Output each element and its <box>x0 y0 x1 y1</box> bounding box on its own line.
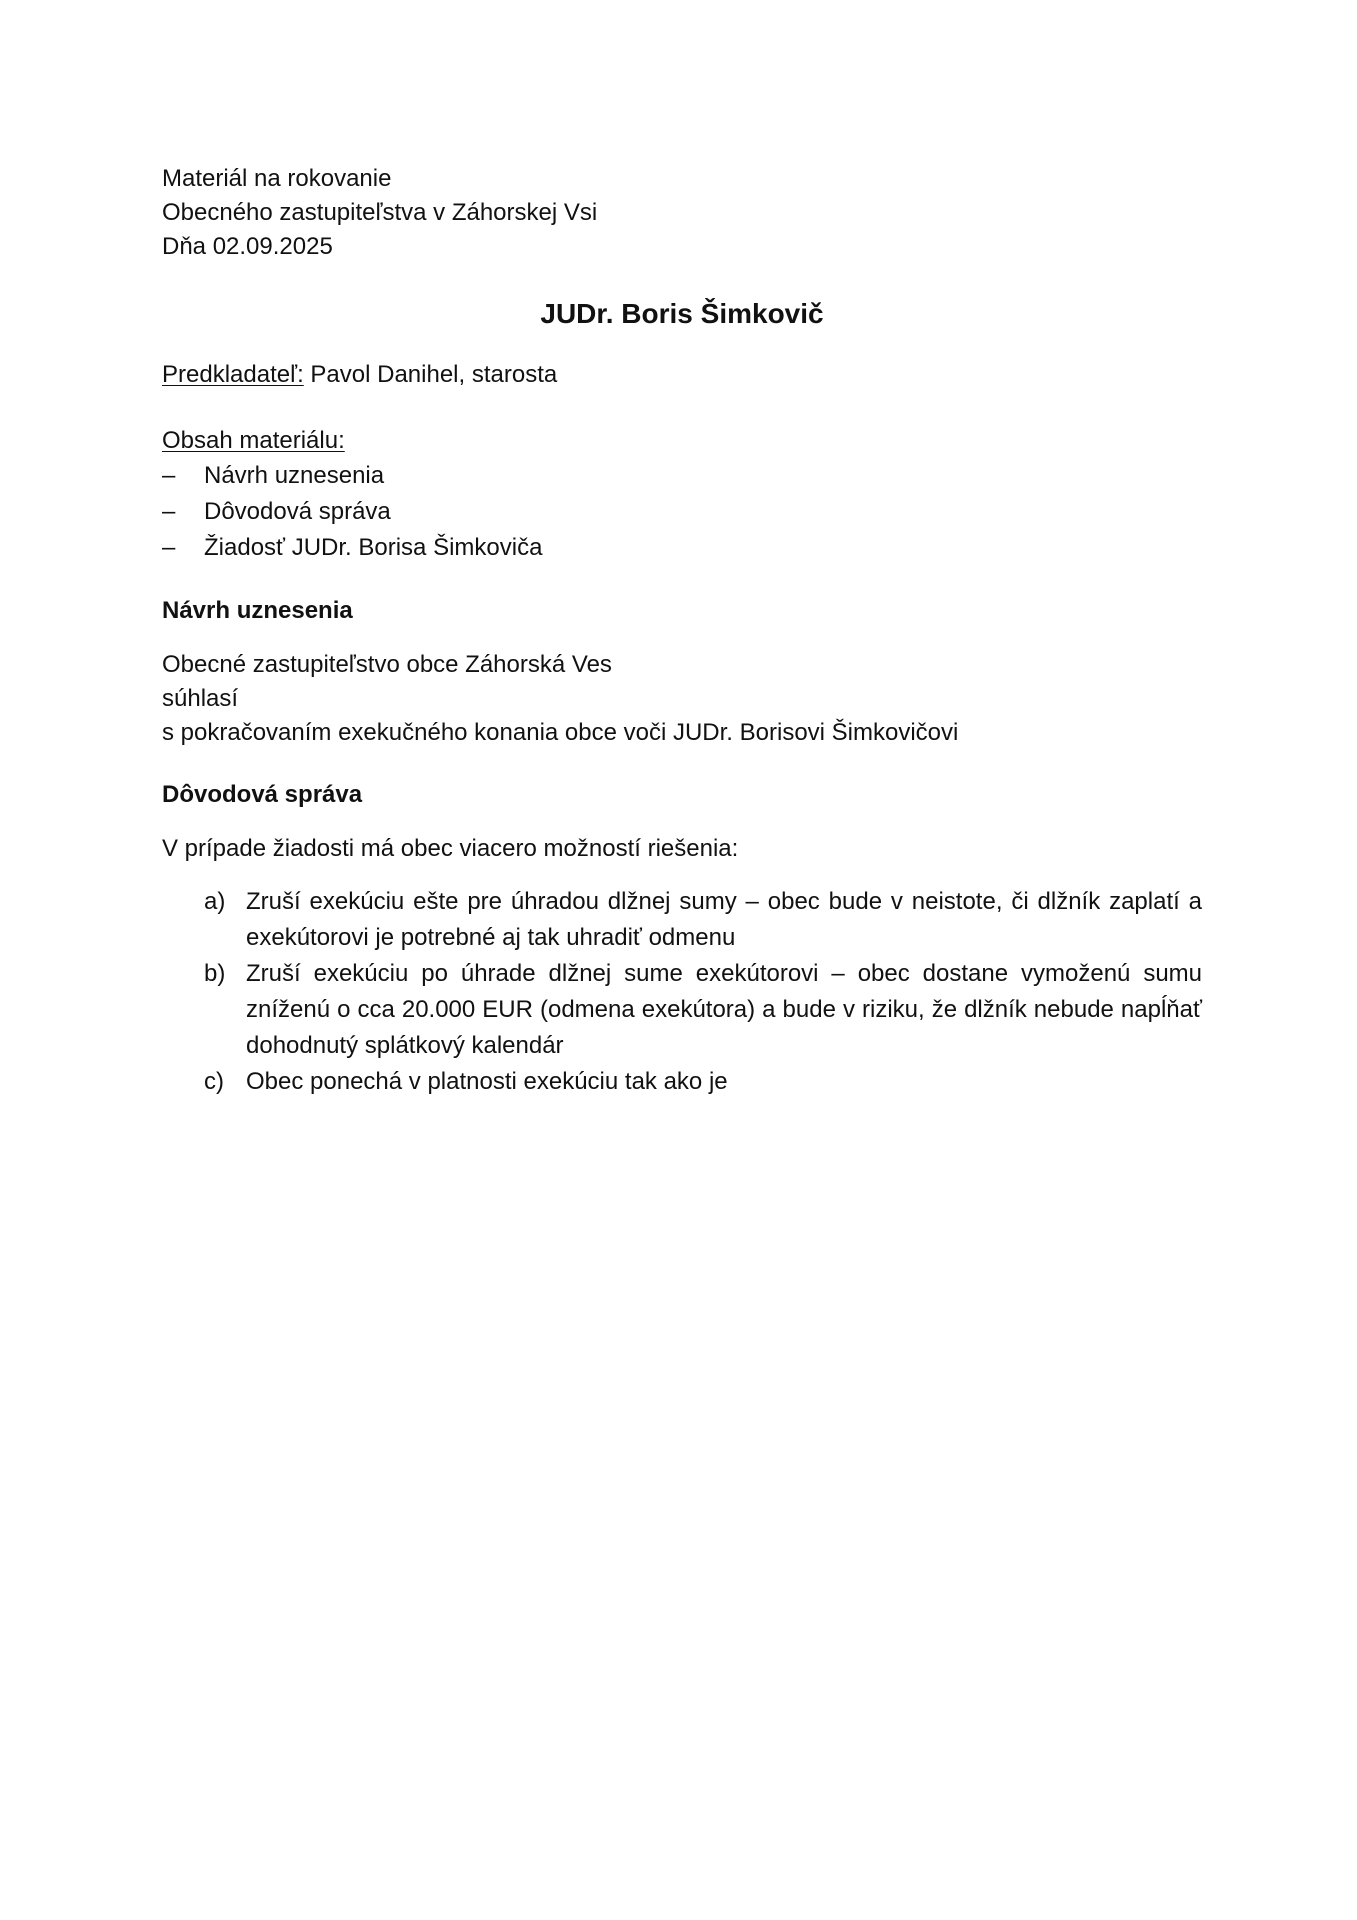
list-item-text: Návrh uznesenia <box>204 462 385 489</box>
contents-label: Obsah materiálu: <box>162 427 345 454</box>
report-heading: Dôvodová správa <box>162 781 363 808</box>
report-intro: V prípade žiadosti má obec viacero možností riešenia: <box>162 835 739 862</box>
list-item <box>162 458 1202 494</box>
option-item <box>204 884 1202 956</box>
list-item-text: Žiadosť JUDr. Borisa Šimkoviča <box>204 534 543 561</box>
dash-bullet: – <box>162 462 176 489</box>
submitter-line <box>162 358 1202 392</box>
resolution-line-2: súhlasí <box>162 685 239 712</box>
list-item <box>162 494 1202 530</box>
option-text: Zruší exekúciu ešte pre úhradou dlžnej sumy – obec bude v neistote, či dlžník zaplatí a exekútorovi je potrebné aj tak uhradiť odmenu <box>246 888 1202 951</box>
resolution-line-3: s pokračovaním exekučného konania obce voči JUDr. Borisovi Šimkovičovi <box>162 719 959 746</box>
option-text: Zruší exekúciu po úhrade dlžnej sume exekútorovi – obec dostane vymoženú sumu zníženú o cca 20.000 EUR (odmena exekútora) a bude v riziku, že dlžník nebude napĺňať dohodnutý splátkový kalendár <box>246 960 1202 1059</box>
option-text: Obec ponechá v platnosti exekúciu tak ako je <box>246 1068 728 1095</box>
header-line-material: Materiál na rokovanie <box>162 165 392 192</box>
document-title: JUDr. Boris Šimkovič <box>540 298 824 329</box>
submitter-label: Predkladateľ: <box>162 361 304 388</box>
option-item <box>204 1064 1202 1100</box>
header-block <box>162 162 1202 264</box>
option-marker: a) <box>204 888 226 915</box>
options-list <box>162 884 1202 1100</box>
resolution-text <box>162 648 1202 750</box>
option-item <box>204 956 1202 1064</box>
option-marker: b) <box>204 960 226 987</box>
contents-list <box>162 458 1202 566</box>
header-line-date: Dňa 02.09.2025 <box>162 233 333 260</box>
contents-heading <box>162 424 1202 458</box>
submitter-value: Pavol Danihel, starosta <box>303 361 558 388</box>
option-marker: c) <box>204 1068 224 1095</box>
resolution-line-1: Obecné zastupiteľstvo obce Záhorská Ves <box>162 651 612 678</box>
header-line-council: Obecného zastupiteľstva v Záhorskej Vsi <box>162 199 598 226</box>
dash-bullet: – <box>162 534 176 561</box>
dash-bullet: – <box>162 498 176 525</box>
list-item-text: Dôvodová správa <box>204 498 391 525</box>
document-page <box>162 162 1202 1100</box>
resolution-heading: Návrh uznesenia <box>162 597 353 624</box>
list-item <box>162 530 1202 566</box>
